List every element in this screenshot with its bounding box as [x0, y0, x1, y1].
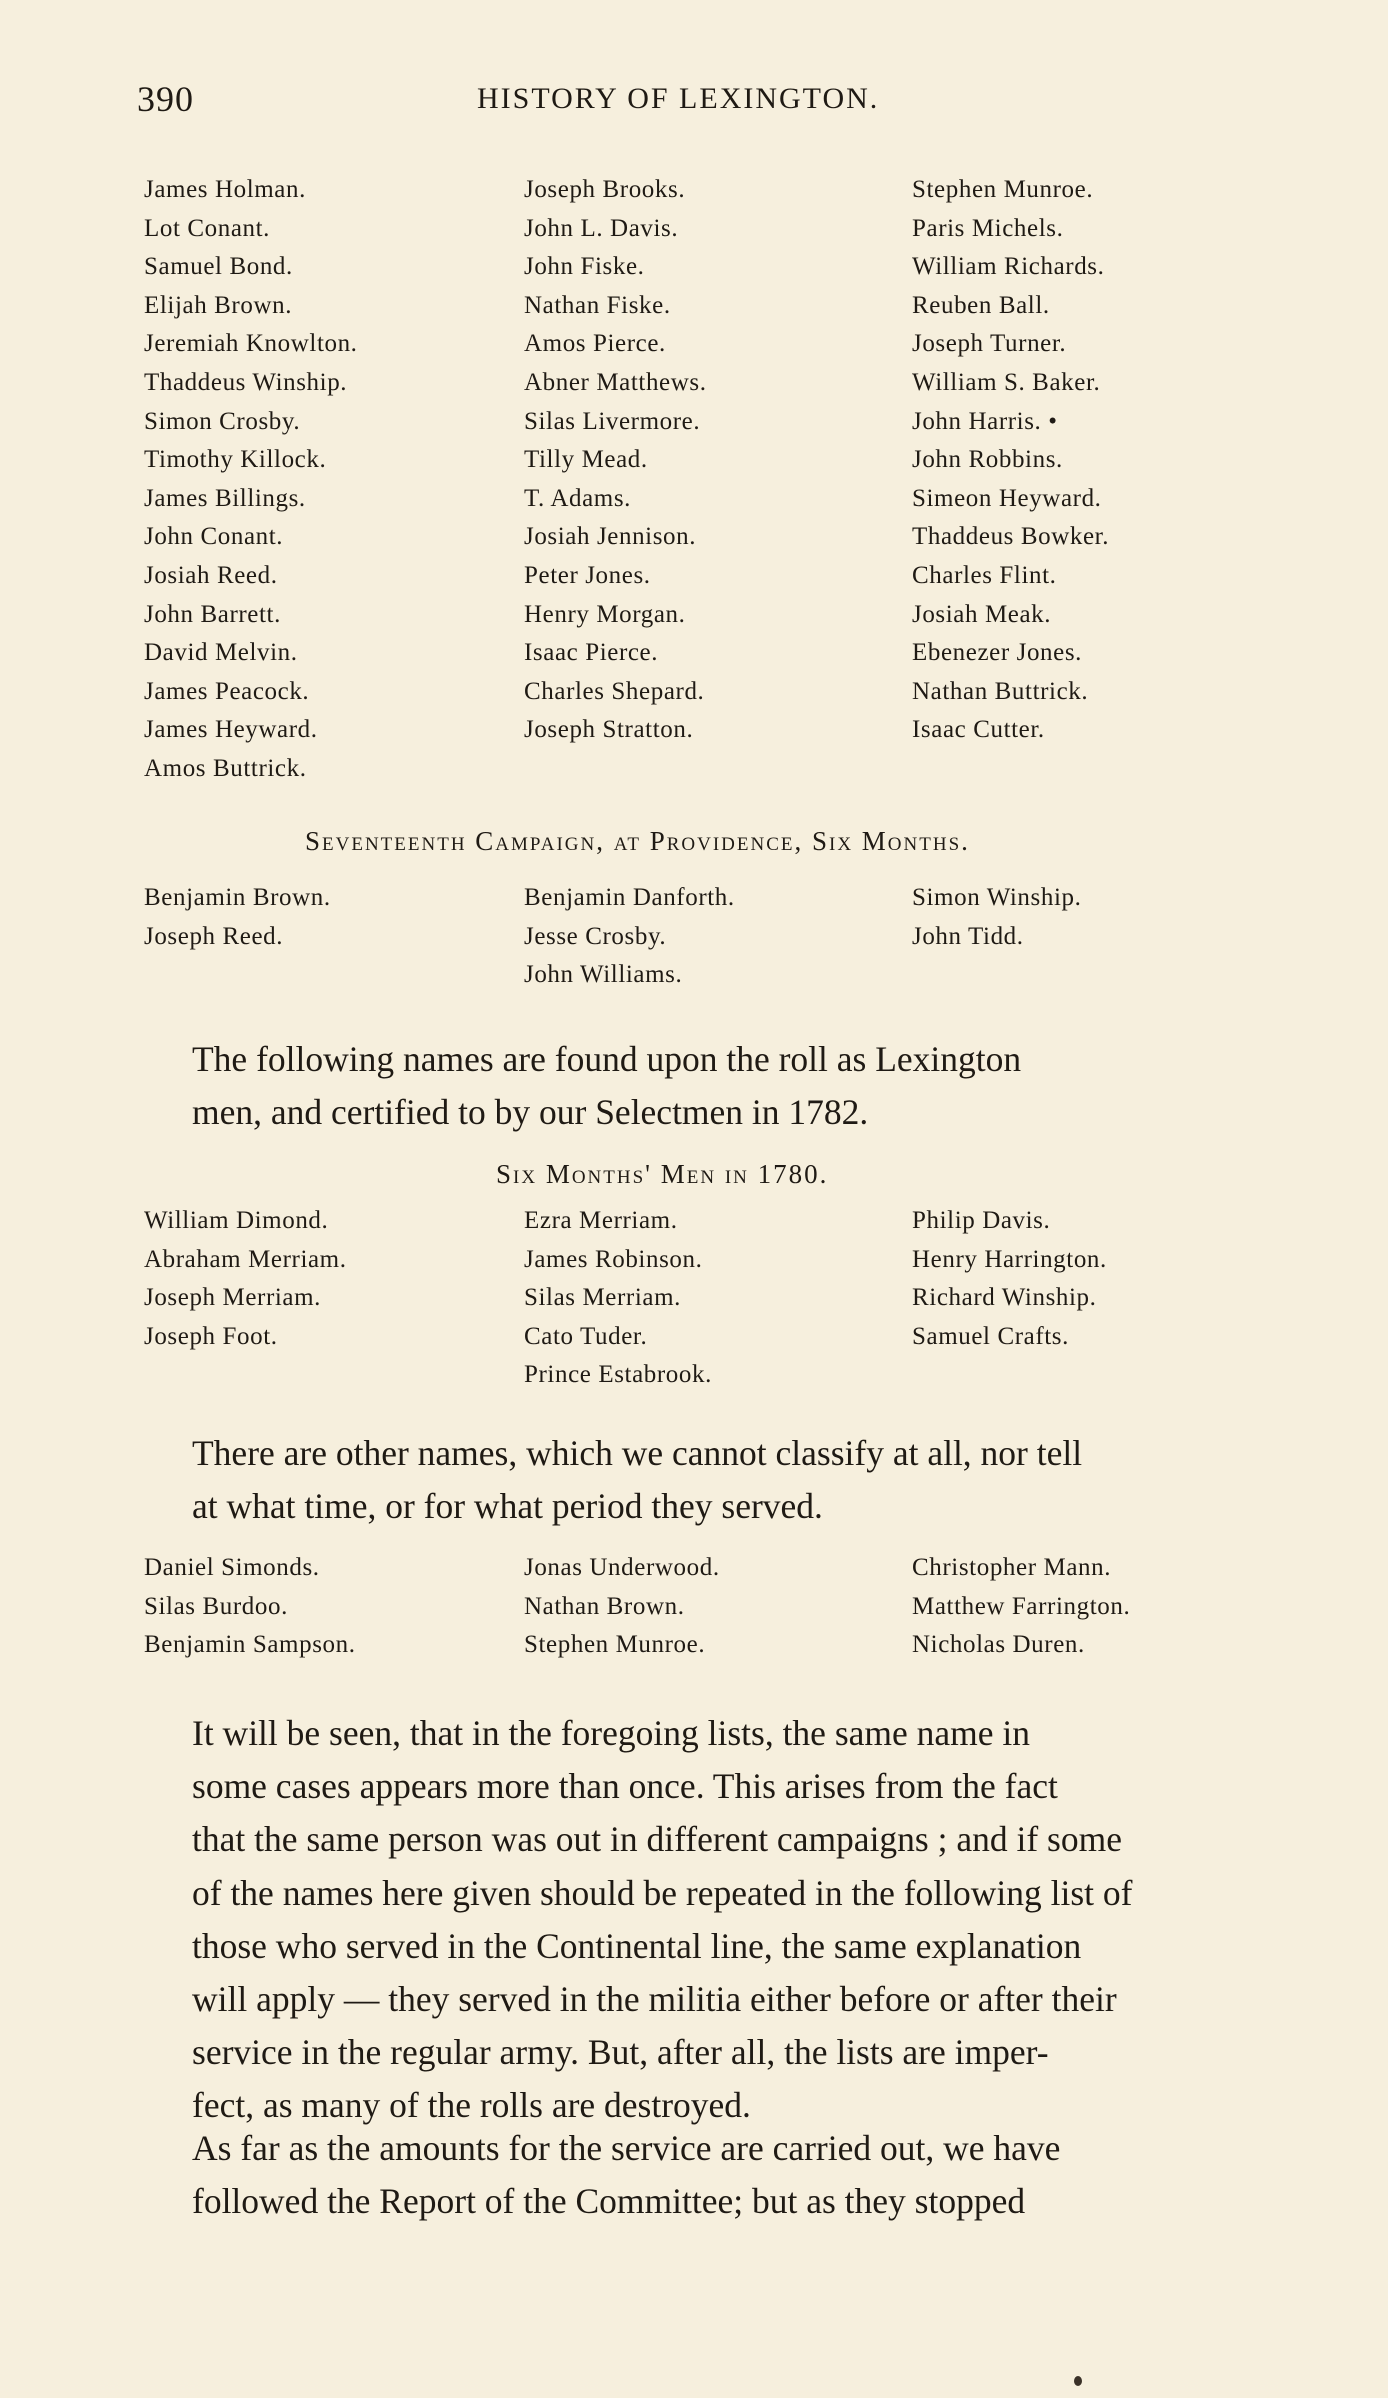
- text-line: some cases appears more than once. This arises from the fact: [192, 1766, 1058, 1807]
- page-header: [125, 78, 1295, 128]
- roll-name: Samuel Bond.: [144, 253, 293, 281]
- text-line: that the same person was out in different campaigns ; and if some: [192, 1819, 1122, 1860]
- roll-name: Jesse Crosby.: [524, 922, 667, 950]
- roll-name: Abraham Merriam.: [144, 1245, 347, 1273]
- roll-name: William Dimond.: [144, 1207, 329, 1234]
- roll-name: James Robinson.: [524, 1245, 703, 1273]
- roll-name: Lot Conant.: [144, 214, 271, 242]
- roll-name: Simon Crosby.: [144, 407, 301, 435]
- roll-name: Joseph Merriam.: [144, 1284, 322, 1312]
- six-months-men-heading: Six Months' Men in 1780.: [496, 1159, 829, 1189]
- roll-name: Joseph Stratton.: [524, 716, 694, 744]
- text-line: It will be seen, that in the foregoing lists, the same name in: [192, 1713, 1030, 1753]
- roll-name: Silas Merriam.: [524, 1284, 681, 1312]
- roll-name: Joseph Reed.: [144, 922, 284, 950]
- roll-name: Simon Winship.: [912, 884, 1082, 911]
- roll-name: Amos Pierce.: [524, 330, 666, 358]
- roll-name: Joseph Brooks.: [524, 176, 686, 203]
- roll-name: Benjamin Sampson.: [144, 1631, 356, 1659]
- roll-name: Philip Davis.: [912, 1207, 1051, 1234]
- ink-speck: [1074, 2376, 1082, 2386]
- roll-name: Christopher Mann.: [912, 1554, 1112, 1581]
- roll-name: Silas Burdoo.: [144, 1592, 288, 1620]
- page-number: 390: [137, 79, 194, 119]
- roll-column-3: [912, 171, 1252, 789]
- text-line: of the names here given should be repeated in the following list of: [192, 1872, 1133, 1913]
- roll-name: Simeon Heyward.: [912, 484, 1102, 512]
- roll-name: James Holman.: [144, 176, 306, 203]
- roll-name: John Harris. •: [912, 407, 1058, 435]
- roll-name: Richard Winship.: [912, 1284, 1097, 1312]
- text-line: those who served in the Continental line, the same explanation: [192, 1925, 1082, 1966]
- roll-name: Jonas Underwood.: [524, 1554, 720, 1581]
- roll-name: Ezra Merriam.: [524, 1207, 678, 1234]
- roll-name: Paris Michels.: [912, 214, 1064, 242]
- roll-name: William S. Baker.: [912, 368, 1101, 396]
- seventeenth-campaign-heading: Seventeenth Campaign, at Providence, Six Months.: [305, 826, 970, 856]
- roll-name: Josiah Jennison.: [524, 523, 697, 551]
- seventeenth-column-1: [144, 879, 524, 995]
- roll-name: Timothy Killock.: [144, 446, 327, 474]
- roll-name: Samuel Crafts.: [912, 1322, 1069, 1350]
- roll-name: Joseph Foot.: [144, 1322, 278, 1350]
- roll-name: Abner Matthews.: [524, 368, 707, 396]
- roll-name: Ebenezer Jones.: [912, 639, 1083, 667]
- six-months-column-3: [912, 1202, 1252, 1395]
- unclassified-column-1: [144, 1549, 524, 1665]
- roll-name: Amos Buttrick.: [144, 754, 307, 782]
- roll-name: David Melvin.: [144, 639, 298, 667]
- roll-name: John Robbins.: [912, 446, 1063, 474]
- roll-name: Isaac Cutter.: [912, 716, 1045, 744]
- roll-name: Nathan Buttrick.: [912, 677, 1089, 705]
- roll-name: Charles Shepard.: [524, 677, 705, 705]
- six-months-men-columns: [144, 1202, 1252, 1395]
- paragraph-amounts-for-service: [180, 2122, 1298, 2228]
- unclassified-column-3: [912, 1549, 1252, 1665]
- roll-name: Cato Tuder.: [524, 1322, 648, 1350]
- roll-name: James Peacock.: [144, 677, 310, 705]
- roll-name: Silas Livermore.: [524, 407, 701, 435]
- roll-name: Nathan Brown.: [524, 1592, 685, 1620]
- text-line: men, and certified to by our Selectmen in 1782.: [192, 1092, 869, 1133]
- roll-name: Benjamin Brown.: [144, 884, 331, 911]
- roll-name: William Richards.: [912, 253, 1105, 281]
- roll-name: John Tidd.: [912, 922, 1024, 950]
- six-months-column-2: [524, 1202, 912, 1395]
- roll-name: Joseph Turner.: [912, 330, 1067, 358]
- text-line: The following names are found upon the roll as Lexington: [192, 1039, 1022, 1079]
- roll-name: Josiah Meak.: [912, 600, 1052, 628]
- roll-name: James Billings.: [144, 484, 306, 512]
- roll-name: Charles Flint.: [912, 561, 1057, 589]
- six-months-column-1: [144, 1202, 524, 1395]
- unclassified-name-columns: [144, 1549, 1252, 1665]
- roll-name: Stephen Munroe.: [524, 1631, 706, 1659]
- roll-name: Henry Morgan.: [524, 600, 686, 628]
- roll-name: Josiah Reed.: [144, 561, 278, 589]
- roll-column-2: [524, 171, 912, 789]
- roll-column-1: [144, 171, 524, 789]
- roll-name: John L. Davis.: [524, 214, 679, 242]
- roll-name-columns: [144, 171, 1252, 789]
- roll-name: Jeremiah Knowlton.: [144, 330, 358, 358]
- roll-name: Prince Estabrook.: [524, 1361, 712, 1389]
- text-line: There are other names, which we cannot classify at all, nor tell: [192, 1433, 1083, 1473]
- seventeenth-column-3: [912, 879, 1252, 995]
- roll-name: Benjamin Danforth.: [524, 884, 735, 911]
- running-title: HISTORY OF LEXINGTON.: [477, 82, 880, 115]
- roll-name: Daniel Simonds.: [144, 1554, 320, 1581]
- roll-name: Reuben Ball.: [912, 291, 1050, 319]
- text-line: As far as the amounts for the service are carried out, we have: [192, 2128, 1061, 2168]
- roll-name: John Conant.: [144, 523, 284, 551]
- roll-name: Nathan Fiske.: [524, 291, 671, 319]
- roll-name: Elijah Brown.: [144, 291, 293, 319]
- roll-name: John Fiske.: [524, 253, 645, 281]
- seventeenth-campaign-columns: [144, 879, 1252, 995]
- paragraph-repeated-names: [180, 1707, 1298, 2133]
- paragraph-selectmen-1782: [180, 1033, 1298, 1139]
- roll-name: Thaddeus Bowker.: [912, 523, 1110, 551]
- seventeenth-column-2: [524, 879, 912, 995]
- text-line: followed the Report of the Committee; but as they stopped: [192, 2181, 1026, 2222]
- text-line: at what time, or for what period they served.: [192, 1486, 823, 1527]
- roll-name: John Williams.: [524, 961, 683, 989]
- roll-name: Peter Jones.: [524, 561, 651, 589]
- paragraph-unclassified-names: [180, 1427, 1298, 1533]
- roll-name: Henry Harrington.: [912, 1245, 1107, 1273]
- text-line: will apply — they served in the militia either before or after their: [192, 1979, 1117, 2020]
- text-line: service in the regular army. But, after all, the lists are imper-: [192, 2032, 1049, 2073]
- roll-name: T. Adams.: [524, 484, 632, 512]
- roll-name: Isaac Pierce.: [524, 639, 659, 667]
- roll-name: Thaddeus Winship.: [144, 368, 348, 396]
- unclassified-column-2: [524, 1549, 912, 1665]
- roll-name: John Barrett.: [144, 600, 281, 628]
- roll-name: James Heyward.: [144, 716, 318, 744]
- roll-name: Stephen Munroe.: [912, 176, 1094, 203]
- roll-name: Tilly Mead.: [524, 446, 648, 474]
- text-line: fect, as many of the rolls are destroyed.: [192, 2085, 751, 2126]
- roll-name: Matthew Farrington.: [912, 1592, 1131, 1620]
- roll-name: Nicholas Duren.: [912, 1631, 1085, 1659]
